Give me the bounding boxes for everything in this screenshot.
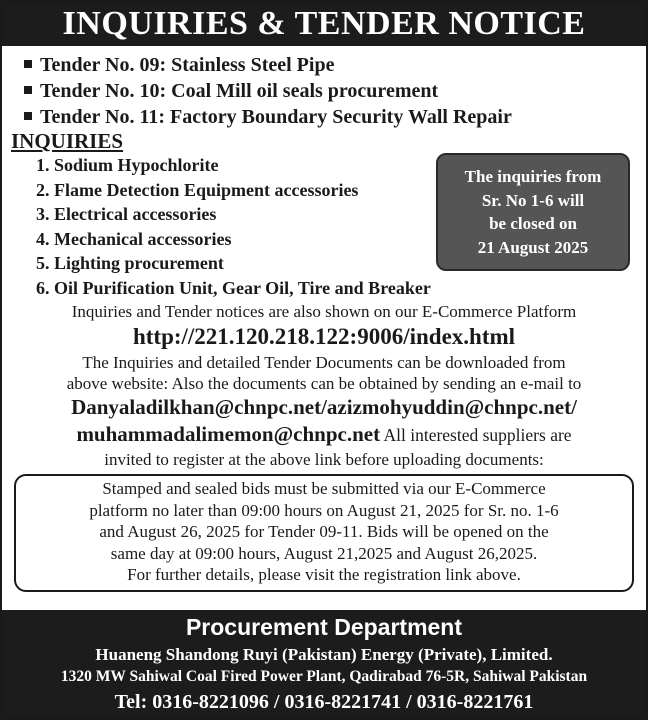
bullet-icon	[24, 86, 32, 94]
contact-email-3[interactable]: muhammadalimemon@chnpc.net	[76, 422, 381, 446]
tender-list	[2, 46, 646, 130]
tender-item: Tender No. 09: Stainless Steel Pipe	[24, 52, 646, 78]
closing-notice-box: The inquiries from Sr. No 1-6 will be closed on 21 August 2025	[436, 153, 630, 271]
tender-item: Tender No. 11: Factory Boundary Security Wall Repair	[24, 104, 646, 130]
company-name: Huaneng Shandong Ruyi (Pakistan) Energy (Private), Limited.	[95, 645, 553, 664]
inquiry-item: 1. Sodium Hypochlorite	[36, 155, 219, 175]
company-address: 1320 MW Sahiwal Coal Fired Power Plant, Qadirabad 76-5R, Sahiwal Pakistan	[60, 668, 588, 685]
tender-item: Tender No. 10: Coal Mill oil seals procurement	[24, 78, 646, 104]
inquiry-item: 3. Electrical accessories	[36, 204, 217, 224]
register-info: invited to register at the above link before uploading documents:	[104, 450, 544, 469]
notice-title: INQUIRIES & TENDER NOTICE	[2, 2, 646, 46]
inquiry-item: 4. Mechanical accessories	[36, 228, 232, 249]
download-info-2: above website: Also the documents can be obtained by sending an e-mail to	[66, 374, 582, 393]
inquiry-item: 5. Lighting procurement	[36, 253, 224, 273]
contact-email-line: muhammadalimemon@chnpc.net All interested suppliers are	[76, 422, 572, 446]
bid-instructions-box: Stamped and sealed bids must be submitted via our E-Commerce platform no later than 09:00 hours on August 21, 2025 for Sr. no. 1-6 and August 26, 2025 for Tender 09-11. Bids will be opened on the same day at 09:00 hours, August 21,2025 and August 26,2025. For further details, please visit the registration link above.	[14, 474, 634, 592]
inquiries-heading: INQUIRIES	[11, 129, 124, 153]
download-info: The Inquiries and detailed Tender Documents can be downloaded from	[82, 353, 566, 372]
inquiry-item: 2. Flame Detection Equipment accessories	[36, 179, 359, 200]
contact-emails[interactable]: Danyaladilkhan@chnpc.net/azizmohyuddin@chnpc.net/	[71, 395, 577, 419]
platform-url[interactable]: http://221.120.218.122:9006/index.html	[132, 324, 516, 349]
telephone: Tel: 0316-8221096 / 0316-8221741 / 0316-8221761	[114, 691, 534, 713]
bullet-icon	[24, 112, 32, 120]
inquiry-item: 6. Oil Purification Unit, Gear Oil, Tire and Breaker	[36, 277, 431, 298]
department-name: Procurement Department	[185, 614, 463, 640]
platform-note: Inquiries and Tender notices are also shown on our E-Commerce Platform	[71, 302, 577, 321]
footer	[2, 610, 646, 718]
bullet-icon	[24, 60, 32, 68]
inquiries-section	[2, 153, 646, 300]
